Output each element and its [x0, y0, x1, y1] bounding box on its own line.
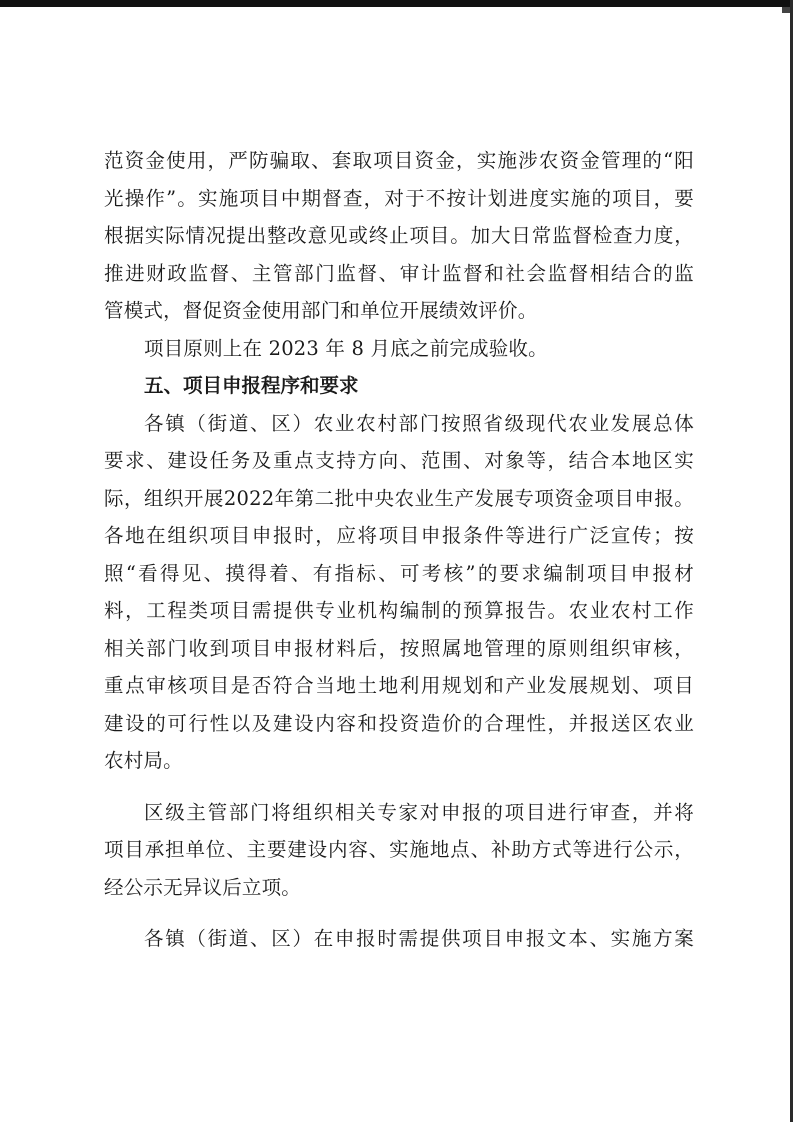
paragraph-spacer: [104, 780, 694, 794]
text-line: 经公示无异议后立项。: [104, 875, 302, 899]
text-line: 范资金使用，严防骗取、套取项目资金，实施涉农资金管理的“阳: [104, 149, 694, 172]
paragraph-submission-materials: [104, 920, 694, 958]
scan-top-border: [0, 0, 793, 7]
text-line: 推进财政监督、主管部门监督、审计监督和社会监督相结合的监: [104, 261, 694, 285]
scan-corner-mark: [782, 7, 790, 13]
document-body: [104, 142, 694, 958]
text-line: 要求、建设任务及重点支持方向、范围、对象等，结合本地区实: [104, 449, 694, 472]
paragraph-expert-review: [104, 794, 694, 907]
text-line: 管模式，督促资金使用部门和单位开展绩效评价。: [104, 299, 538, 322]
paragraph-fund-supervision: [104, 142, 694, 330]
text-line: 各地在组织项目申报时，应将项目申报条件等进行广泛宣传；按: [104, 524, 694, 547]
text-line: 相关部门收到项目申报材料后，按照属地管理的原则组织审核，: [104, 636, 694, 660]
text-line: 际，组织开展2022年第二批中央农业生产发展专项资金项目申报。: [104, 486, 694, 510]
text-line: 各镇（街道、区）在申报时需提供项目申报文本、实施方案: [144, 927, 694, 950]
text-line: 区级主管部门将组织相关专家对申报的项目进行审查，并将: [144, 800, 694, 824]
text-line: 农村局。: [104, 749, 183, 772]
paragraph-spacer: [104, 906, 694, 920]
text-line: 建设的可行性以及建设内容和投资造价的合理性，并报送区农业: [104, 711, 694, 735]
section-heading: 五、项目申报程序和要求: [144, 374, 359, 397]
text-line: 项目承担单位、主要建设内容、实施地点、补助方式等进行公示，: [104, 838, 694, 861]
text-line: 料，工程类项目需提供专业机构编制的预算报告。农业农村工作: [104, 599, 694, 622]
text-line: 照“看得见、摸得着、有指标、可考核”的要求编制项目申报材: [104, 561, 694, 585]
text-line: 项目原则上在 2023 年 8 月底之前完成验收。: [144, 336, 548, 360]
text-line: 重点审核项目是否符合当地土地利用规划和产业发展规划、项目: [104, 674, 694, 697]
paragraph-acceptance-deadline: [104, 330, 694, 368]
paragraph-application-procedure: [104, 405, 694, 780]
text-line: 各镇（街道、区）农业农村部门按照省级现代农业发展总体: [144, 411, 694, 435]
text-line: 光操作”。实施项目中期督查，对于不按计划进度实施的项目，要: [104, 186, 694, 210]
text-line: 根据实际情况提出整改意见或终止项目。加大日常监督检查力度，: [104, 224, 694, 247]
